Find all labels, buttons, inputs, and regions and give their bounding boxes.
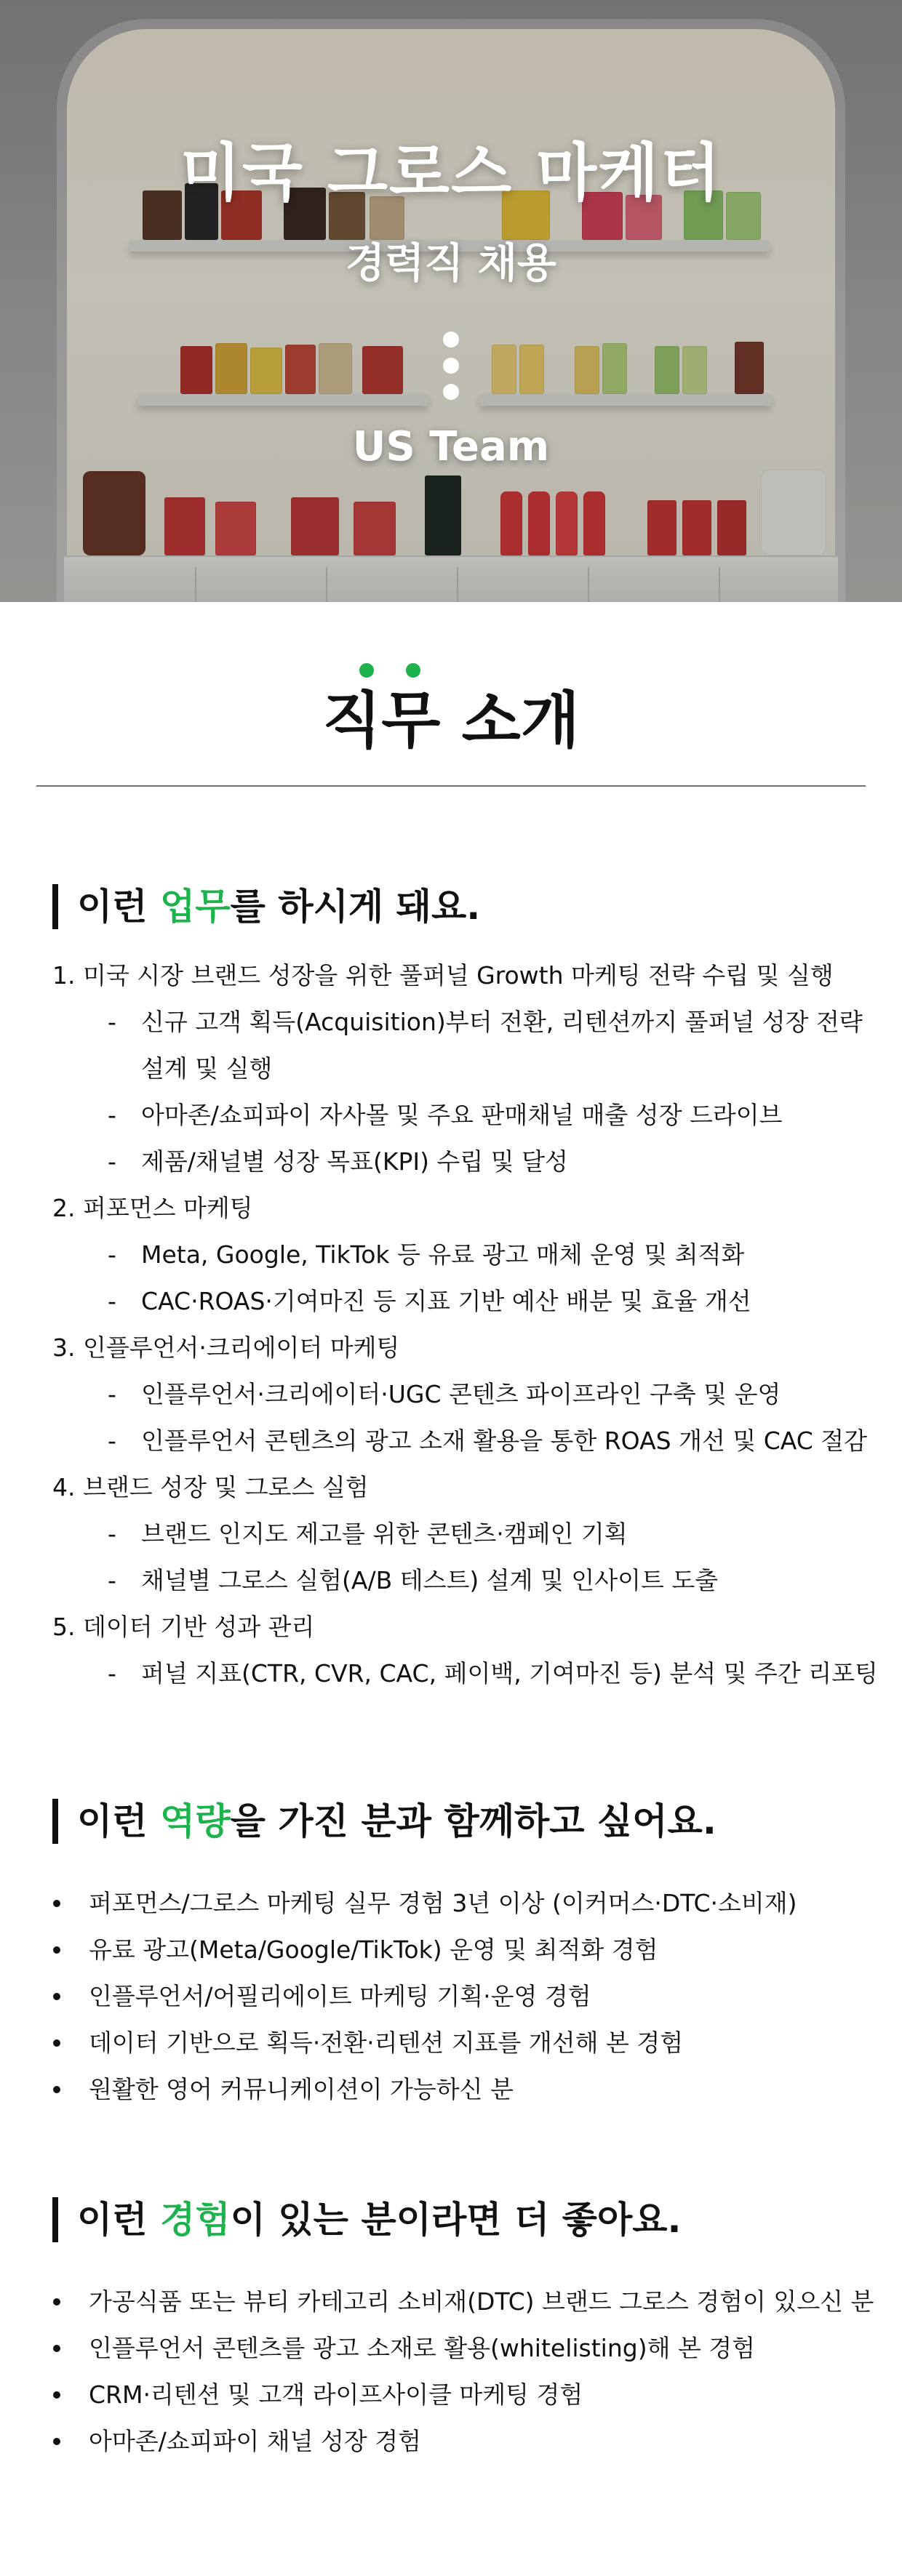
dash: - [108, 1566, 116, 1594]
bullet-icon [53, 1993, 60, 2000]
bullet-icon [53, 1900, 60, 1907]
vertical-dots-icon [442, 332, 460, 401]
preferred-item: 가공식품 또는 뷰티 카테고리 소비재(DTC) 브랜드 그로스 경험이 있으신 분 [89, 2287, 874, 2316]
preferred-item: CRM·리텐션 및 고객 라이프사이클 마케팅 경험 [89, 2380, 583, 2409]
hero-banner [0, 0, 902, 602]
requirement-item: 퍼포먼스/그로스 마케팅 실무 경험 3년 이상 (이커머스·DTC·소비재) [89, 1889, 797, 1917]
bullet-icon [53, 2391, 60, 2399]
bullet-icon [53, 2298, 60, 2306]
duty-item: 브랜드 인지도 제고를 위한 콘텐츠·캠페인 기획 [141, 1520, 628, 1548]
duty-item: 아마존/쇼피파이 자사몰 및 주요 판매채널 매출 성장 드라이브 [141, 1101, 783, 1129]
photo-overlay [0, 0, 902, 602]
dash: - [108, 1380, 116, 1408]
dash: - [108, 1101, 116, 1129]
dash: - [108, 1427, 116, 1455]
hero-title: 미국 그로스 마케터 [180, 137, 722, 209]
duty-title: 2. 퍼포먼스 마케팅 [52, 1194, 253, 1222]
preferred-heading: 이런 경험이 있는 분이라면 더 좋아요. [52, 2197, 682, 2242]
requirement-item: 데이터 기반으로 획득·전환·리텐션 지표를 개선해 본 경험 [89, 2029, 684, 2057]
duty-item: 제품/채널별 성장 목표(KPI) 수립 및 달성 [141, 1147, 568, 1176]
preferred-item: 인플루언서 콘텐츠를 광고 소재로 활용(whitelisting)해 본 경험 [89, 2334, 756, 2362]
duty-item: 인플루언서 콘텐츠의 광고 소재 활용을 통한 ROAS 개선 및 CAC 절감 [141, 1427, 868, 1455]
duty-item: 인플루언서·크리에이터·UGC 콘텐츠 파이프라인 구축 및 운영 [141, 1380, 781, 1408]
duty-item: 채널별 그로스 실험(A/B 테스트) 설계 및 인사이트 도출 [141, 1566, 719, 1594]
hero-subtitle: 경력직 채용 [346, 240, 556, 287]
duty-item: Meta, Google, TikTok 등 유료 광고 매체 운영 및 최적화 [141, 1240, 745, 1269]
requirement-item: 원활한 영어 커뮤니케이션이 가능하신 분 [89, 2075, 514, 2103]
duty-item: 설계 및 실행 [141, 1054, 273, 1083]
preferred-item: 아마존/쇼피파이 채널 성장 경험 [89, 2427, 422, 2455]
bullet-icon [53, 2438, 60, 2445]
dash: - [108, 1287, 116, 1315]
dash: - [108, 1008, 116, 1036]
dash: - [108, 1520, 116, 1548]
requirement-item: 인플루언서/어필리에이트 마케팅 기획·운영 경험 [89, 1982, 591, 2010]
duty-title: 3. 인플루언서·크리에이터 마케팅 [52, 1333, 400, 1362]
hero-team: US Team [352, 423, 550, 470]
requirements-heading: 이런 역량을 가진 분과 함께하고 싶어요. [52, 1799, 717, 1844]
dash: - [108, 1659, 116, 1688]
dash: - [108, 1240, 116, 1269]
duty-item: CAC·ROAS·기여마진 등 지표 기반 예산 배분 및 효율 개선 [141, 1287, 751, 1315]
duties-heading: 이런 업무를 하시게 돼요. [52, 884, 480, 929]
duty-item: 퍼널 지표(CTR, CVR, CAC, 페이백, 기여마진 등) 분석 및 주간 리포팅 [141, 1659, 878, 1688]
duty-item: 신규 고객 획득(Acquisition)부터 전환, 리텐션까지 풀퍼널 성장 전략 [141, 1008, 863, 1036]
section-title: 직무 소개 [322, 685, 580, 756]
requirement-item: 유료 광고(Meta/Google/TikTok) 운영 및 최적화 경험 [89, 1935, 658, 1964]
duty-title: 4. 브랜드 성장 및 그로스 실험 [52, 1473, 369, 1501]
divider [36, 785, 866, 787]
bullet-icon [53, 1946, 60, 1954]
duty-title: 1. 미국 시장 브랜드 성장을 위한 풀퍼널 Growth 마케팅 전략 수립 및 실행 [52, 961, 834, 990]
dash: - [108, 1147, 116, 1176]
duty-title: 5. 데이터 기반 성과 관리 [52, 1613, 315, 1641]
bullet-icon [53, 2086, 60, 2093]
bullet-icon [53, 2345, 60, 2352]
bullet-icon [53, 2039, 60, 2047]
